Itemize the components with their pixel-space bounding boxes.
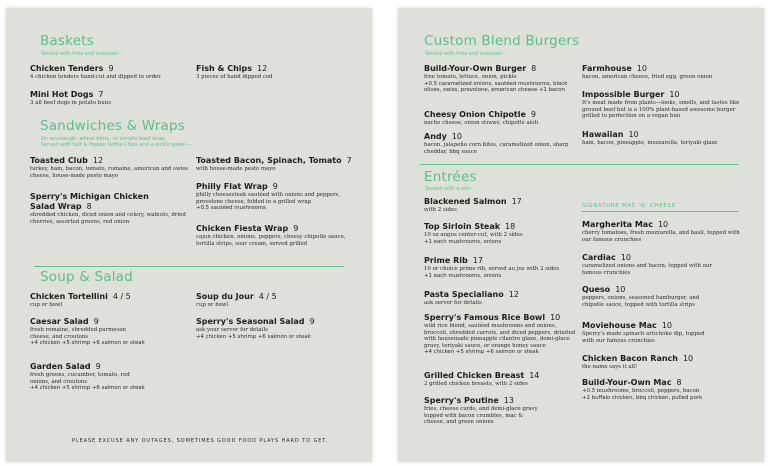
menu-item-philly-flat-wrap <box>196 182 356 212</box>
item-description: cajun chicken, onions, peppers, cheesy chipotle sauce, tortilla strips, sour cream, served grilled <box>196 234 346 247</box>
item-price: 9 <box>309 317 315 326</box>
left-menu-page <box>6 8 372 462</box>
item-description: the name says it all! <box>582 364 638 370</box>
item-description: 3 all beef dogs in potato buns <box>30 100 111 106</box>
menu-item-hawaiian <box>582 130 742 147</box>
item-price: 14 <box>529 371 540 380</box>
item-price: 4 / 5 <box>112 292 131 301</box>
item-name: Sperry's Seasonal Salad <box>196 317 305 326</box>
menu-item-michigan-chicken-salad-wrap <box>30 192 190 225</box>
item-price: 9 <box>93 317 99 326</box>
item-description: philly cheesesteak sautéed with onions and peppers, provolone cheese, folded in a grilled wrap <box>196 192 341 205</box>
item-description: 10 or choice prime rib, served au jus with 2 sides <box>424 266 560 272</box>
burgers-title: Custom Blend Burgers <box>424 33 580 49</box>
item-name: Cardiac <box>582 253 616 262</box>
item-price: 10 <box>620 253 632 262</box>
item-name: Toasted Club <box>30 156 88 165</box>
menu-item-impossible-burger <box>582 90 742 120</box>
menu-item-moviehouse-mac <box>582 321 712 344</box>
item-name: Impossible Burger <box>582 90 665 99</box>
item-price: 10 <box>550 313 561 322</box>
menu-item-fish-chips <box>196 64 361 81</box>
menu-item-garden-salad <box>30 362 180 392</box>
item-description: cup or bowl <box>196 302 229 308</box>
item-description: 4 chicken tenders hand-cut and dipped to order <box>30 74 161 80</box>
item-price: 18 <box>505 222 516 231</box>
item-description: cup or bowl <box>30 302 63 308</box>
section-divider <box>34 266 344 267</box>
item-description: wild rice blend, sautéed mushrooms and onions, broccoli, shredded carrots, and diced peppers, drizzled with housemade pineapple cilantro glaze, demi-glace gravy, teriyaki sauce, or orange honey sauce <box>424 323 576 349</box>
menu-item-cheesy-onion-chipotle <box>424 110 582 127</box>
item-name: Blackened Salmon <box>424 197 507 206</box>
item-addons: +4 chicken +5 shrimp +6 salmon or steak <box>196 333 311 340</box>
item-name: Toasted Bacon, Spinach, Tomato <box>196 156 342 165</box>
item-description: fresh romaine, shredded parmesan cheese, and croutons <box>30 327 126 340</box>
item-name: Top Sirloin Steak <box>424 222 501 231</box>
item-name: Philly Flat Wrap <box>196 182 268 191</box>
item-price: 10 <box>615 285 626 294</box>
item-description: ask your server for details <box>196 327 268 333</box>
item-name: Caesar Salad <box>30 317 89 326</box>
item-description: 3 pieces of hand dipped cod <box>196 74 273 80</box>
item-name: Andy <box>424 132 447 141</box>
baskets-subtitle: Served with fries and coleslaw— <box>41 51 123 57</box>
menu-item-chicken-tortellini <box>30 292 195 309</box>
item-addons: +1 each mushrooms, onions <box>424 238 502 245</box>
item-price: 9 <box>530 110 537 119</box>
menu-item-soup-du-jour <box>196 292 361 309</box>
item-description: 2 grilled chicken breasts, with 2 sides <box>424 381 528 387</box>
menu-item-poutine <box>424 396 539 426</box>
item-price: 7 <box>346 156 352 165</box>
item-name: Chicken Bacon Ranch <box>582 354 678 363</box>
item-price: 8 <box>676 378 682 387</box>
item-addons: +2 buffalo chicken, bbq chicken, pulled pork <box>582 394 703 401</box>
item-price: 12 <box>257 64 268 73</box>
sandwiches-title: Sandwiches & Wraps <box>40 118 185 134</box>
item-description: free tomato, lettuce, onion, pickle <box>424 74 517 80</box>
item-price: 10 <box>669 90 680 99</box>
entrees-subtitle: Served with a roll— <box>425 186 474 192</box>
item-description: turkey, ham, bacon, tomato, romaine, american and swiss cheese, house-made pesto mayo <box>30 166 188 179</box>
item-price: 8 <box>86 202 92 211</box>
item-description: caramelized onions and bacon, topped with our famous crunchies <box>582 263 712 276</box>
item-price: 9 <box>95 362 101 371</box>
item-description: shredded chicken, diced onion and celery, walnuts, dried cherries, assorted greens, red onion <box>30 212 186 225</box>
entrees-title: Entrées <box>424 169 477 185</box>
right-menu-page <box>398 8 764 462</box>
item-name: Moviehouse Mac <box>582 321 657 330</box>
item-name: Sperry's Michigan Chicken Salad Wrap <box>30 192 149 211</box>
section-divider <box>420 164 738 165</box>
item-addons: +0.5 sautéed mushrooms <box>196 205 266 212</box>
menu-item-build-your-own-mac <box>582 378 747 401</box>
item-name: Pasta Specialiano <box>424 290 504 299</box>
menu-item-chicken-fiesta-wrap <box>196 224 356 247</box>
item-price: 10 <box>657 220 669 229</box>
burgers-subtitle: Served with fries and coleslaw— <box>425 51 507 57</box>
item-price: 17 <box>511 197 522 206</box>
item-addons: +4 chicken +5 shrimp +6 salmon or steak <box>30 385 145 392</box>
menu-item-blackened-salmon <box>424 197 574 214</box>
item-price: 9 <box>293 224 299 233</box>
menu-item-build-your-own-burger <box>424 64 582 94</box>
item-name: Cheesy Onion Chipotle <box>424 110 526 119</box>
item-description: fresh greens, cucumber, tomato, red onions, and croutons <box>30 372 130 385</box>
item-description: cherry tomatoes, fresh mozzarella, and basil, topped with our famous crunchies <box>582 230 740 243</box>
item-name: Prime Rib <box>424 256 468 265</box>
item-name: Soup du Jour <box>196 292 254 301</box>
item-price: 10 <box>636 64 647 73</box>
item-description: with 2 sides <box>424 207 457 213</box>
item-description: with house-made pesto mayo <box>196 166 276 172</box>
item-description: fries, cheese curds, and demi-glace gravy topped with bacon crumbles, mac & cheese, and green onions <box>424 406 538 426</box>
item-name: Chicken Tenders <box>30 64 104 73</box>
item-name: Farmhouse <box>582 64 632 73</box>
menu-item-toasted-club <box>30 156 190 179</box>
item-price: 10 <box>682 354 694 363</box>
menu-item-chicken-bacon-ranch <box>582 354 742 371</box>
menu-item-seasonal-salad <box>196 317 356 340</box>
menu-item-famous-rice-bowl <box>424 313 579 356</box>
item-description: ask server for details <box>424 300 482 306</box>
menu-item-caesar-salad <box>30 317 180 347</box>
menu-item-cardiac <box>582 253 712 276</box>
item-price: 9 <box>272 182 278 191</box>
item-price: 4 / 5 <box>258 292 277 301</box>
item-name: Garden Salad <box>30 362 91 371</box>
menu-item-farmhouse <box>582 64 742 81</box>
menu-item-pasta-specialiano <box>424 290 574 307</box>
item-addons: +1 each mushrooms, onions <box>424 272 502 279</box>
item-addons: +0.5 caramelized onions, sautéed mushrooms, black olives, swiss, provolone, american cheese +1 bacon <box>424 80 568 94</box>
menu-item-grilled-chicken-breast <box>424 371 574 388</box>
soup-salad-title: Soup & Salad <box>40 269 133 285</box>
item-addons: +4 chicken +5 shrimp +6 salmon or steak <box>424 349 539 356</box>
mac-divider <box>582 211 738 212</box>
item-name: Grilled Chicken Breast <box>424 371 525 380</box>
item-description: ham, bacon, pineapple, mozzarella, teriyaki glaze <box>582 140 718 146</box>
item-name: Chicken Fiesta Wrap <box>196 224 289 233</box>
menu-item-margherita-mac <box>582 220 742 243</box>
item-description: bacon, american cheese, fried egg, green onion <box>582 74 713 80</box>
baskets-title: Baskets <box>40 33 94 49</box>
item-price: 10 <box>628 130 639 139</box>
item-name: Hawaiian <box>582 130 624 139</box>
item-price: 12 <box>92 156 104 165</box>
menu-item-queso <box>582 285 722 308</box>
item-name: Mini Hot Dogs <box>30 90 94 99</box>
item-description: peppers, onions, seasoned hamburger, and chipotle sauce, topped with tortilla strips <box>582 295 700 308</box>
item-price: 17 <box>472 256 483 265</box>
item-price: 13 <box>503 396 514 405</box>
item-addons: +4 chicken +5 shrimp +6 salmon or steak <box>30 340 145 347</box>
menu-item-toasted-bacon-spinach-tomato <box>196 156 356 173</box>
item-name: Build-Your-Own Burger <box>424 64 527 73</box>
menu-item-chicken-tenders <box>30 64 195 81</box>
item-price: 10 <box>661 321 672 330</box>
item-price: 12 <box>508 290 519 299</box>
item-name: Chicken Tortellini <box>30 292 108 301</box>
item-name: Queso <box>582 285 611 294</box>
mac-cheese-title: SIGNATURE MAC 'N' CHEESE <box>582 203 676 209</box>
menu-item-mini-hot-dogs <box>30 90 195 107</box>
item-description: Sperry's made spinach artichoke dip, topped with our famous crunchies <box>582 331 705 344</box>
item-price: 8 <box>531 64 537 73</box>
menu-item-andy <box>424 132 582 155</box>
item-description: bacon, jalapeño corn bites, caramelized onion, sharp cheddar, bbq sauce <box>424 142 569 155</box>
item-price: 7 <box>98 90 104 99</box>
item-name: Sperry's Famous Rice Bowl <box>424 313 546 322</box>
item-description: nacho cheese, onion straws, chipotle aioli <box>424 120 539 126</box>
item-price: 10 <box>451 132 463 141</box>
item-description: 10 oz angus center-cut, with 2 sides <box>424 232 523 238</box>
item-description: +0.5 mushrooms, broccoli, peppers, bacon <box>582 388 700 394</box>
menu-item-top-sirloin-steak <box>424 222 574 245</box>
item-name: Margherita Mac <box>582 220 653 229</box>
sandwiches-subtitle-2: Served with Salt & Pepper Kettle Chips and a pickle spear— <box>41 142 191 148</box>
item-price: 9 <box>108 64 114 73</box>
item-name: Fish & Chips <box>196 64 253 73</box>
item-description: It's meat made from plants—looks, smells, and tastes like ground beef but is a 100% plant-based awesome burger grilled to perfection on a vegan bun <box>582 100 740 120</box>
sandwiches-subtitle-1: On sourdough, wheat berry, or tomato basil wrap. <box>41 136 167 142</box>
item-name: Sperry's Poutine <box>424 396 499 405</box>
footer-note: PLEASE EXCUSE ANY OUTAGES, SOMETIMES GOOD FOOD PLAYS HARD TO GET. <box>72 438 329 444</box>
menu-item-prime-rib <box>424 256 579 279</box>
item-name: Build-Your-Own Mac <box>582 378 672 387</box>
